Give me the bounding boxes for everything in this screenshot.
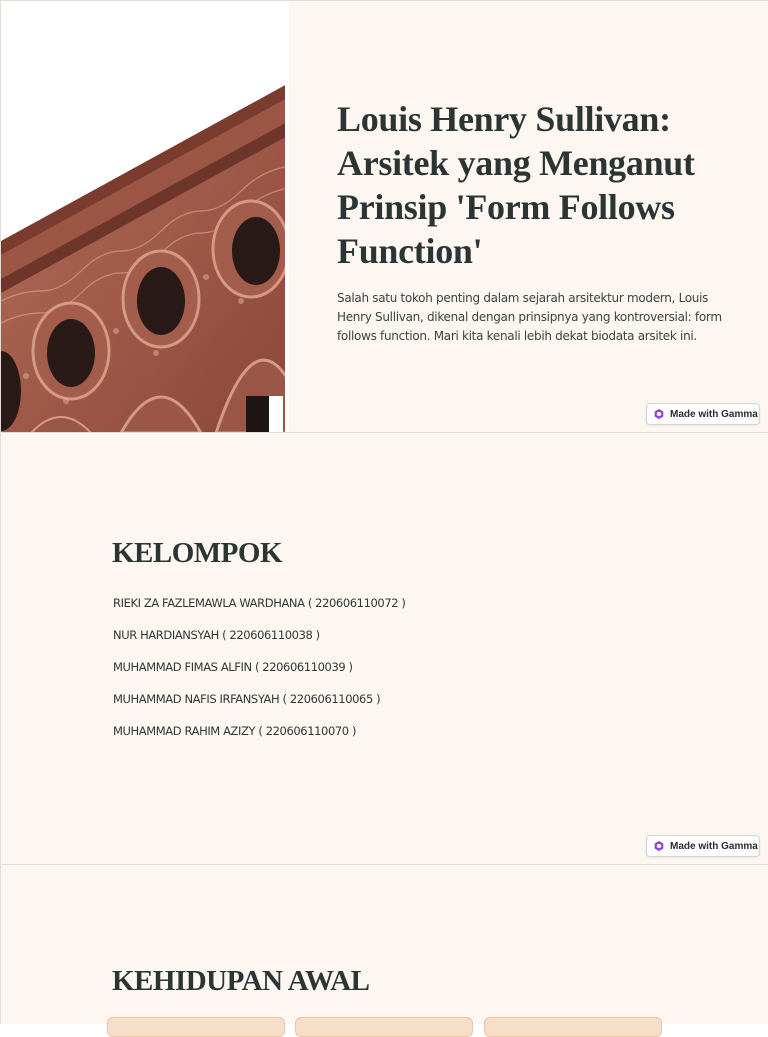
- gamma-logo-icon: [654, 841, 664, 851]
- early-life-heading: KEHIDUPAN AWAL: [112, 965, 370, 997]
- member-item: MUHAMMAD NAFIS IRFANSYAH ( 220606110065 ): [113, 692, 381, 706]
- group-heading: KELOMPOK: [112, 537, 282, 569]
- member-item: MUHAMMAD RAHIM AZIZY ( 220606110070 ): [113, 724, 357, 738]
- member-item: RIEKI ZA FAZLEMAWLA WARDHANA ( 220606110072 ): [113, 596, 406, 610]
- page-title: Louis Henry Sullivan: Arsitek yang Menganut Prinsip 'Form Follows Function': [337, 99, 695, 271]
- slide-group: [0, 432, 768, 864]
- info-card: [484, 1017, 662, 1037]
- info-card: [295, 1017, 473, 1037]
- member-item: MUHAMMAD FIMAS ALFIN ( 220606110039 ): [113, 660, 353, 674]
- member-item: NUR HARDIANSYAH ( 220606110038 ): [113, 628, 320, 642]
- badge-label: Made with Gamma: [670, 408, 758, 420]
- made-with-gamma-button[interactable]: [646, 835, 760, 857]
- intro-text: Salah satu tokoh penting dalam sejarah arsitektur modern, Louis Henry Sullivan, dikenal dengan prinsipnya yang kontroversial: form follows function. Mari kita kenali lebih dekat biodata arsitek ini.: [337, 291, 722, 343]
- info-card: [107, 1017, 285, 1037]
- facade-photo: [1, 1, 289, 433]
- badge-label: Made with Gamma: [670, 840, 758, 852]
- gamma-logo-icon: [654, 409, 664, 419]
- member-list: [113, 595, 406, 755]
- made-with-gamma-button[interactable]: [646, 403, 760, 425]
- slide-early-life: [0, 864, 768, 1024]
- slide-title: [0, 0, 768, 432]
